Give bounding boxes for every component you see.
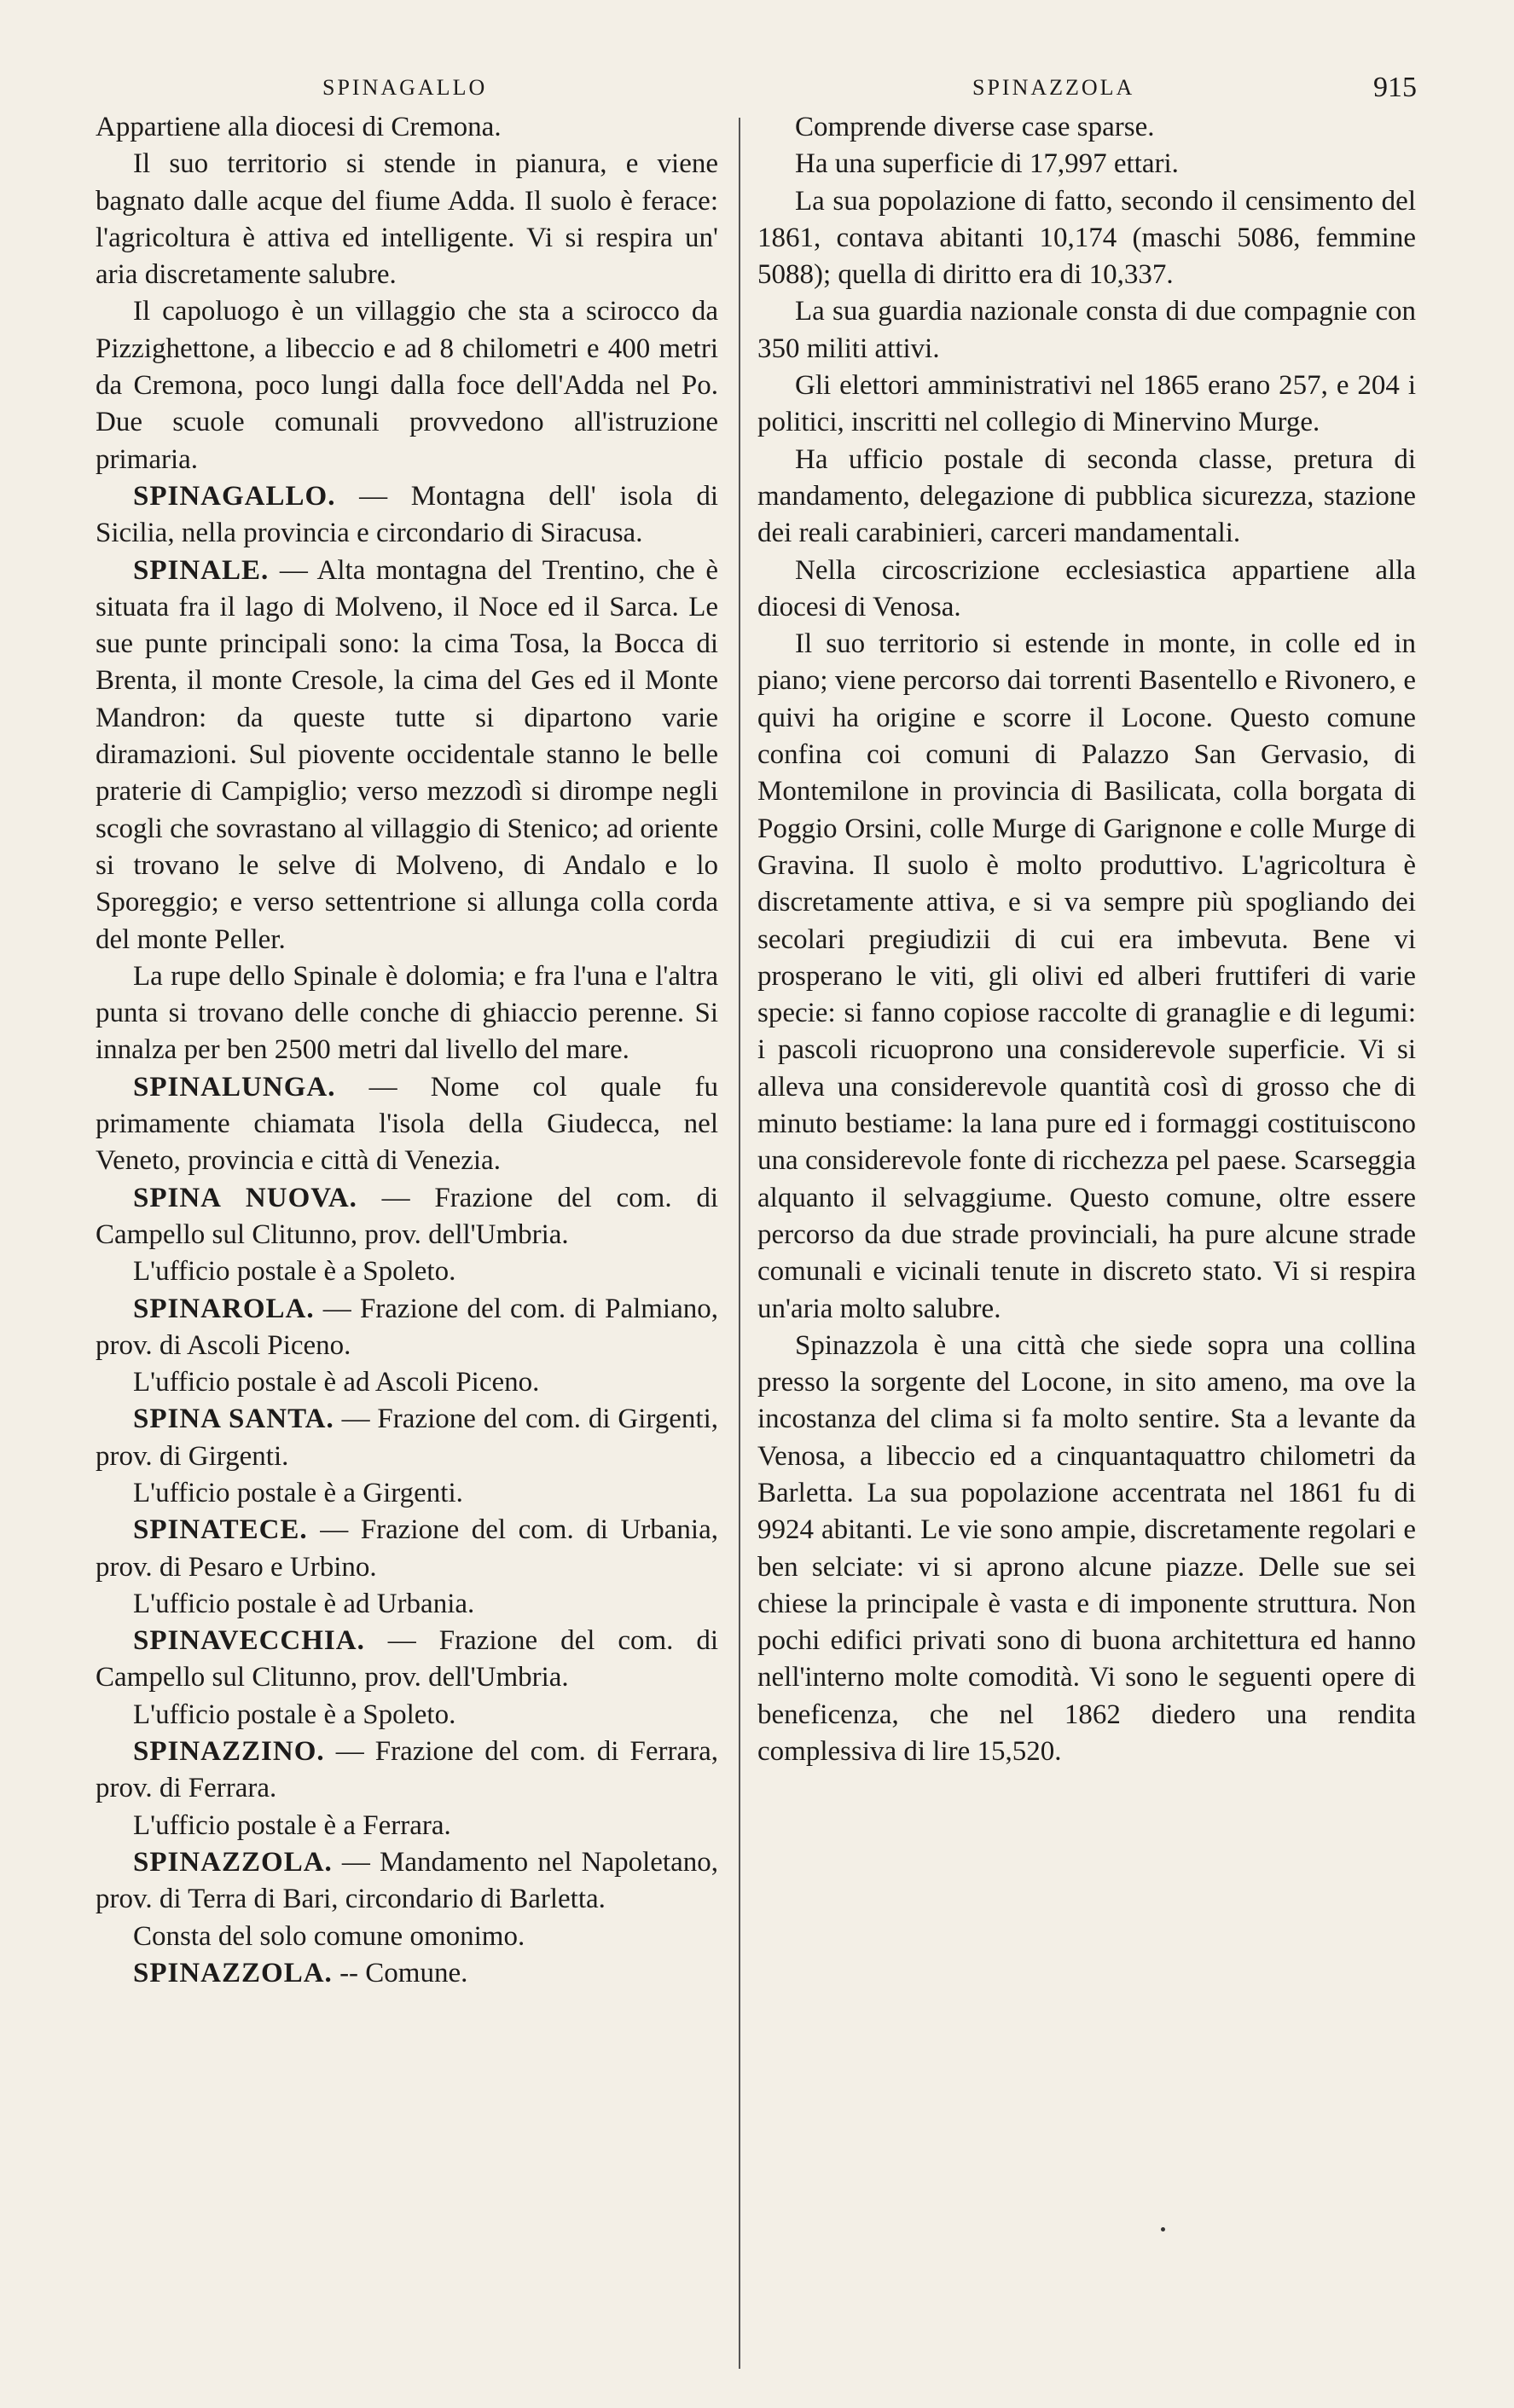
- entry-headword: SPINALE.: [133, 554, 270, 586]
- postal-note: L'ufficio postale è a Girgenti.: [133, 1477, 463, 1508]
- postal-note: L'ufficio postale è ad Ascoli Piceno.: [133, 1367, 540, 1398]
- entry-spinazzino: [96, 1734, 718, 1808]
- left-column: [96, 109, 718, 1992]
- entry-text: — Frazione del com. di Campello sul Clitunno, prov. dell'Umbria.: [96, 1625, 718, 1693]
- entry-spinalunga: [96, 1069, 718, 1180]
- paragraph: La sua popolazione di fatto, secondo il censimento del 1861, contava abitanti 10,174 (maschi 5086, femmine 5088); quella di diritto era di 10,337.: [757, 185, 1416, 291]
- entry-text: — Montagna dell' isola di Sicilia, nella provincia e circondario di Siracusa.: [96, 480, 718, 549]
- entry-headword: SPINALUNGA.: [133, 1071, 336, 1103]
- entry-spinavecchia: [96, 1623, 718, 1697]
- entry-spinatece: [96, 1512, 718, 1586]
- entry-text: — Frazione del com. di Campello sul Clitunno, prov. dell'Umbria.: [96, 1182, 718, 1250]
- column-divider: [739, 118, 740, 2369]
- entry-spina-santa: [96, 1401, 718, 1475]
- paragraph: Spinazzola è una città che siede sopra una collina presso la sorgente del Locone, in sito ameno, ma ove la incostanza del clima si fa molto sentire. Sta a levante da Venosa, a libeccio ed a cinquantaquattro chilometri da Barletta. La sua popolazione accentrata nel 1861 fu di 9924 abitanti. Le vie sono ampie, discretamente regolari e ben selciate: vi si aprono alcune piazze. Delle sue sei chiese la principale è vasta e di imponente struttura. Non pochi edifici privati sono di buona architettura ed hanno nell'interno molte comodità. Vi sono le seguenti opere di beneficenza, che nel 1862 diedero una rendita complessiva di lire 15,520.: [757, 1329, 1416, 1768]
- entry-headword: SPINAZZOLA.: [133, 1957, 333, 1988]
- entry-spinale: [96, 553, 718, 958]
- postal-note: L'ufficio postale è a Spoleto.: [133, 1699, 456, 1730]
- entry-spinarola: [96, 1291, 718, 1365]
- paragraph: Gli elettori amministrativi nel 1865 erano 257, e 204 i politici, inscritti nel collegio di Minervino Murge.: [757, 370, 1416, 438]
- paragraph: Il suo territorio si estende in monte, in colle ed in piano; viene percorso dai torrenti Basentello e Rivonero, e quivi ha origine e scorre il Locone. Questo comune confina coi comuni di Palazzo San Gervasio, di Montemilone in provincia di Basilicata, colla borgata di Poggio Orsini, colle Murge di Garignone e colle Murge di Gravina. Il suolo è molto produttivo. L'agricoltura è discretamente attiva, e si va sempre più spogliando dei secolari pregiudizii di cui era imbevuta. Bene vi prosperano le viti, gli olivi ed alberi fruttiferi di varie specie: si fanno copiose raccolte di granaglie e di legumi: i pascoli ricuoprono una considerevole superficie. Vi si alleva una considerevole quantità così di grosso che di minuto bestiame: la lana pure ed i formaggi costituiscono una considerevole fonte di ricchezza pel paese. Scarseggia alquanto il selvaggiume. Questo comune, oltre essere percorso da due strade provinciali, ha pure alcune strade comunali e vicinali tenute in discreto stato. Vi si respira un'aria molto salubre.: [757, 628, 1416, 1324]
- paragraph: Il suo territorio si stende in pianura, e viene bagnato dalle acque del fiume Adda. Il suolo è ferace: l'agricoltura è attiva ed intelligente. Vi si respira un' aria discretamente salubre.: [96, 148, 718, 291]
- entry-headword: SPINAGALLO.: [133, 480, 336, 512]
- paragraph: La sua guardia nazionale consta di due compagnie con 350 militi attivi.: [757, 296, 1416, 364]
- entry-spinazzola-comune: [96, 1955, 718, 1992]
- entry-headword: SPINA SANTA.: [133, 1404, 334, 1435]
- continued-paragraph: Appartiene alla diocesi di Cremona.: [96, 112, 502, 142]
- paragraph: Nella circoscrizione ecclesiastica appartiene alla diocesi di Venosa.: [757, 554, 1416, 622]
- entry-headword: SPINAZZOLA.: [133, 1846, 333, 1878]
- paragraph: Comprende diverse case sparse.: [795, 112, 1155, 142]
- running-head-left: SPINAGALLO: [322, 75, 488, 100]
- entry-text: — Frazione del com. di Urbania, prov. di Pesaro e Urbino.: [96, 1514, 718, 1583]
- entry-text: — Alta montagna del Trentino, che è situata fra il lago di Molveno, il Noce ed il Sarca. Le sue punte principali sono: la cima Tosa, la Bocca di Brenta, il monte Cresole, la cima del Ges ed il Monte Mandron: da queste tutte si dipartono varie diramazioni. Sul piovente occidentale stanno le belle praterie di Campiglio; verso mezzodì si dirompe negli scogli che sovrastano al villaggio di Stenico; ad oriente si trovano le selve di Molveno, di Andalo e lo Sporeggio; e verso settentrione si allunga colla corda del monte Peller.: [96, 554, 718, 955]
- entry-text: — Mandamento nel Napoletano, prov. di Terra di Bari, circondario di Barletta.: [96, 1846, 718, 1915]
- paragraph: Ha ufficio postale di seconda classe, pretura di mandamento, delegazione di pubblica sicurezza, stazione dei reali carabinieri, carceri mandamentali.: [757, 443, 1416, 549]
- entry-headword: SPINAROLA.: [133, 1293, 315, 1324]
- page-number: 915: [1373, 72, 1417, 103]
- entry-headword: SPINA NUOVA.: [133, 1182, 357, 1213]
- paragraph: Consta del solo comune omonimo.: [133, 1920, 525, 1952]
- entry-text: — Frazione del com. di Palmiano, prov. di Ascoli Piceno.: [96, 1293, 718, 1361]
- print-speck: [1161, 2227, 1165, 2231]
- entry-text: — Frazione del com. di Girgenti, prov. di Girgenti.: [96, 1404, 718, 1472]
- postal-note: L'ufficio postale è ad Urbania.: [133, 1588, 475, 1619]
- paragraph: Ha una superficie di 17,997 ettari.: [795, 148, 1179, 180]
- running-head-right: SPINAZZOLA: [972, 75, 1135, 100]
- entry-spina-nuova: [96, 1180, 718, 1254]
- paragraph: La rupe dello Spinale è dolomia; e fra l'una e l'altra punta si trovano delle conche di ghiaccio perenne. Si innalza per ben 2500 metri dal livello del mare.: [96, 960, 718, 1066]
- postal-note: L'ufficio postale è a Spoleto.: [133, 1256, 456, 1288]
- entry-headword: SPINAZZINO.: [133, 1736, 325, 1768]
- entry-spinagallo: [96, 478, 718, 553]
- entry-text: -- Comune.: [332, 1957, 468, 1988]
- entry-spinazzola-mandamento: [96, 1844, 718, 1919]
- entry-text: — Nome col quale fu primamente chiamata l'isola della Giudecca, nel Veneto, provincia e città di Venezia.: [96, 1071, 718, 1177]
- right-column: [757, 109, 1416, 1770]
- entry-headword: SPINAVECCHIA.: [133, 1625, 365, 1657]
- entry-headword: SPINATECE.: [133, 1514, 308, 1546]
- postal-note: L'ufficio postale è a Ferrara.: [133, 1809, 451, 1841]
- paragraph: Il capoluogo è un villaggio che sta a scirocco da Pizzighettone, a libeccio e ad 8 chilometri e 400 metri da Cremona, poco lungi dalla foce dell'Adda nel Po. Due scuole comunali provvedono all'istruzione primaria.: [96, 296, 718, 475]
- entry-text: — Frazione del com. di Ferrara, prov. di Ferrara.: [96, 1736, 718, 1804]
